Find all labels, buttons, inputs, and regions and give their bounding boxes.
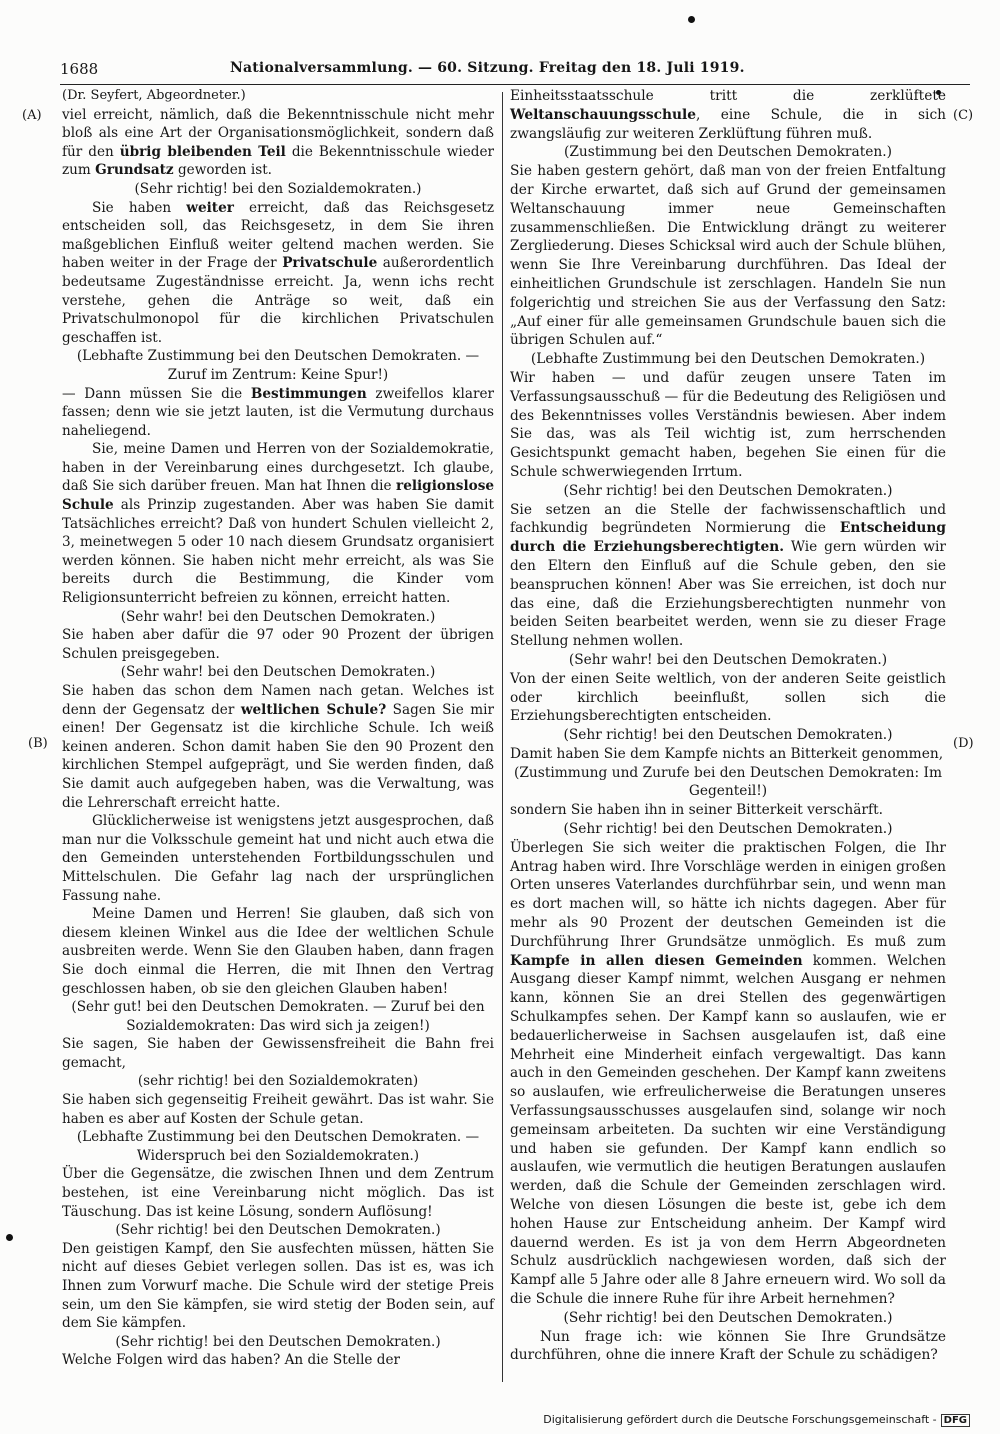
paragraph: Damit haben Sie dem Kampfe nichts an Bitterkeit genommen, [510, 745, 944, 762]
running-title: Nationalversammlung. — 60. Sitzung. Freitag den 18. Juli 1919. [230, 60, 745, 76]
remark: (Zustimmung bei den Deutschen Demokraten.) [564, 144, 892, 161]
column-divider [502, 92, 503, 1382]
paragraph: Welche Folgen wird das haben? An die Stelle der [62, 1352, 401, 1369]
paragraph: Sie haben sich gegenseitig Freiheit gewährt. Das ist wahr. Sie haben es aber auf Kosten der Schule getan. [62, 1092, 494, 1127]
paragraph: Sie sagen, Sie haben der Gewissensfreiheit die Bahn frei gemacht, [62, 1036, 494, 1071]
page-number: 1688 [60, 60, 99, 78]
remark: (Sehr richtig! bei den Deutschen Demokraten.) [115, 1222, 441, 1239]
dfg-logo: DFG [941, 1414, 970, 1427]
paragraph: Glücklicherweise ist wenigstens jetzt ausgesprochen, daß man nur die Volksschule gemeint hat und nicht auch etwa die den Gemeinden unterstehenden Fortbildungsschulen und Mittelschulen. Die Gefahr lag nach der ursprünglichen Fassung nahe. [62, 813, 494, 904]
margin-marker-b: (B) [28, 736, 48, 751]
margin-marker-d: (D) [953, 736, 974, 751]
paragraph: Sie, meine Damen und Herren von der Sozialdemokratie, haben in der Vereinbarung eines durchgesetzt. Ich glaube, daß Sie sich darüber freuen. Man hat Ihnen die religionslose Schule als Prinzip zugestanden. Aber was haben Sie damit Tatsächliches erreicht? Daß von hundert Schulen vielleicht 2, 3, meinetwegen 5 oder 10 nach diesem Grundsatz organisiert werden können. Sie haben nicht mehr erreicht, als was Sie bereits durch die Bestimmung, die Kinder vom Religionsunterricht befreien zu können, erreicht hatten. [62, 441, 494, 607]
remark: (Sehr richtig! bei den Sozialdemokraten.) [134, 180, 422, 197]
remark: (Sehr richtig! bei den Deutschen Demokraten.) [563, 482, 893, 499]
right-column [510, 87, 946, 1365]
remark: (Sehr richtig! bei den Deutschen Demokraten.) [563, 727, 893, 744]
paragraph: viel erreicht, nämlich, daß die Bekenntnisschule nicht mehr bloß als eine Art der Organisationsmöglichkeit, sondern daß für den übrig bleibenden Teil die Bekenntnisschule wieder zum Grundsatz geworden ist. [62, 106, 494, 179]
speaker-note: (Dr. Seyfert, Abgeordneter.) [62, 88, 246, 103]
paragraph: Sie setzen an die Stelle der fachwissenschaftlich und fachkundig begründeten Normierung die Entscheidung durch die Erziehungsberechtigten. Wie gern würden wir den Eltern den Einfluß auf die Schule geben, den sie beanspruchen können! Aber was Sie erreichen, ist doch nur das eine, daß die Erziehungsberechtigten nunmehr von beiden Seiten bearbeitet werden, wenn sie zu dieser Frage Stellung nehmen wollen. [510, 501, 946, 650]
remark: (Sehr wahr! bei den Deutschen Demokraten.) [568, 651, 888, 668]
paragraph: Einheitsstaatsschule tritt die zerklüftete Weltanschauungsschule, eine Schule, die in sich zwangsläufig zur weiteren Zerklüftung führen muß. [510, 88, 946, 142]
paragraph: sondern Sie haben ihn in seiner Bitterkeit verschärft. [510, 802, 883, 819]
paragraph: Meine Damen und Herren! Sie glauben, daß sich von diesem kleinen Winkel aus die Idee der weltlichen Schule ausbreiten werde. Wenn Sie den Glauben haben, dann fragen Sie doch einmal die Herren, die mit Ihnen den Vertrag geschlossen haben, ob sie den gleichen Glauben haben! [62, 906, 494, 997]
remark: (Sehr wahr! bei den Deutschen Demokraten.) [120, 664, 436, 681]
paragraph: Sie haben weiter erreicht, daß das Reichsgesetz entscheiden soll, das Reichsgesetz, in dem Sie ihren maßgeblichen Einfluß weiter geltend machen werden. Sie haben weiter in der Frage der Privatschule außerordentlich bedeutsame Zugeständnisse erreicht. Ja, wenn ichs recht verstehe, gehen die Anträge so weit, daß ein Privatschulmonopol für die kirchlichen Privatschulen geschaffen ist. [62, 199, 494, 346]
paragraph: Den geistigen Kampf, den Sie ausfechten müssen, hätten Sie nicht auf dieses Gebiet verlegen sollen. Das ist es, was ich Ihnen zum Vorwurf mache. Die Schule wird der stetige Preis sein, um den Sie kämpfen, sie wird stetig der Boden sein, auf dem Sie kämpfen. [62, 1240, 494, 1332]
paragraph: Wir haben — und dafür zeugen unsere Taten im Verfassungsausschuß — für die Bedeutung des Religiösen und des Bekenntnisses volles Verständnis bewiesen. Aber indem Sie das, was als Teil wichtig ist, zum herrschenden Gesichtspunkt gemacht haben, begehen Sie einen für die Schule schwerwiegenden Irrtum. [510, 369, 946, 480]
paragraph: Sie haben das schon dem Namen nach getan. Welches ist denn der Gegensatz der weltlichen Schule? Sagen Sie mir einen! Der Gegensatz ist die kirchliche Schule. Ich weiß keinen anderen. Schon damit haben Sie den 90 Prozent den kirchlichen Stempel aufgeprägt, und Sie werden finden, daß Sie damit auch aufgegeben haben, was die Verwaltung, was die Lehrerschaft erreicht hatte. [62, 683, 494, 811]
margin-marker-a: (A) [22, 108, 42, 123]
margin-marker-c: (C) [953, 108, 974, 123]
page-header [60, 60, 970, 86]
remark: (Sehr gut! bei den Deutschen Demokraten. — Zuruf bei den Sozialdemokraten: Das wird sich ja zeigen!) [71, 999, 485, 1034]
digitization-credit [543, 1413, 970, 1426]
header-rule [60, 84, 970, 85]
paragraph: Überlegen Sie sich weiter die praktischen Folgen, die Ihr Antrag haben wird. Ihre Vorschläge werden in einigen großen Orten unseres Vaterlandes durchführbar sein, und wenn man es dort machen will, so hätte ich nichts dagegen. Aber für mehr als 90 Prozent der deutschen Gemeinden ist die Durchführung Ihrer Grundsätze unmöglich. Es muß zum Kampfe in allen diesen Gemeinden kommen. Welchen Ausgang dieser Kampf nimmt, welchen Ausgang er nehmen kann, können Sie an drei Stellen des gegenwärtigen Schulkampfes sehen. Der Kampf kann so auslaufen, wie er bedauerlicherweise in Sachsen ausgelaufen ist, daß eine Mehrheit eine Minderheit einfach vergewaltigt. Das kann auch in den Gemeinden geschehen. Der Kampf kann zweitens so auslaufen, wie erfreulicherweise die Beratungen unseres Verfassungsausschusses ausgelaufen sind, solange wir noch gemeinsam arbeiteten. Da suchten wir eine Verständigung und haben sie gefunden. Der Kampf kann endlich so auslaufen, wie vermutlich die heutigen Beratungen auslaufen werden, daß die Schule der Gemeinden zerschlagen wird. Welche von diesen Lösungen die beste ist, gebe ich dem hohen Hause zur Entscheidung anheim. Der Kampf wird dauernd werden. Es ist ja von dem Herrn Abgeordneten Schulz ausdrücklich nachgewiesen worden, daß sich der Kampf alle 5 Jahre oder alle 8 Jahre erneuern wird. Wo soll da die Schule die innere Ruhe für ihre Arbeit hernehmen? [510, 839, 946, 1307]
paragraph: Sie haben aber dafür die 97 oder 90 Prozent der übrigen Schulen preisgegeben. [62, 627, 494, 662]
remark: (Sehr richtig! bei den Deutschen Demokraten.) [115, 1333, 441, 1350]
remark: (Sehr richtig! bei den Deutschen Demokraten.) [563, 821, 893, 838]
paragraph: Sie haben gestern gehört, daß man von der freien Entfaltung der Kirche erwartet, daß sich auf Grund der gemeinsamen Weltanschauung immer neue Gemeinschaften zusammenschließen. Die Entwicklung drängt zu weiterer Zergliederung. Dieses Schicksal wird auch der Schule blühen, wenn Sie Ihre Vereinbarung durchführen. Das Ideal der einheitlichen Grundschule ist zerschlagen. Handeln Sie nun folgerichtig und streichen Sie aus der Verfassung den Satz: „Auf einer für alle gemeinsamen Grundschule bauen sich die übrigen Schulen auf.“ [510, 163, 946, 349]
left-column [62, 87, 494, 1370]
ink-dot-top [688, 16, 695, 23]
paragraph: Über die Gegensätze, die zwischen Ihnen und dem Zentrum bestehen, ist eine Vereinbarung nicht möglich. Das ist Täuschung. Das ist keine Lösung, sondern Auflösung! [62, 1166, 494, 1220]
ink-dot-left [6, 1234, 13, 1241]
credit-text: Digitalisierung gefördert durch die Deutsche Forschungsgemeinschaft - [543, 1413, 937, 1426]
paragraph: Von der einen Seite weltlich, von der anderen Seite geistlich oder kirchlich beeinflußt, sollen sich die Erziehungsberechtigten entscheiden. [510, 670, 946, 725]
remark: (Lebhafte Zustimmung bei den Deutschen Demokraten. — Widerspruch bei den Sozialdemokraten.) [76, 1129, 480, 1164]
paragraph: Nun frage ich: wie können Sie Ihre Grundsätze durchführen, ohne die innere Kraft der Schule zu schädigen? [510, 1328, 946, 1364]
remark: (Sehr wahr! bei den Deutschen Demokraten.) [120, 608, 436, 625]
remark: (sehr richtig! bei den Sozialdemokraten) [137, 1073, 419, 1090]
remark: (Zustimmung und Zurufe bei den Deutschen Demokraten: Im Gegenteil!) [514, 764, 942, 800]
paragraph: — Dann müssen Sie die Bestimmungen zweifellos klarer fassen; denn wie sie jetzt lauten, ist die Vermutung durchaus naheliegend. [62, 385, 494, 439]
remark: (Lebhafte Zustimmung bei den Deutschen Demokraten.) [530, 351, 926, 368]
remark: (Sehr richtig! bei den Deutschen Demokraten.) [563, 1309, 893, 1326]
remark: (Lebhafte Zustimmung bei den Deutschen Demokraten. — Zuruf im Zentrum: Keine Spur!) [76, 348, 480, 383]
